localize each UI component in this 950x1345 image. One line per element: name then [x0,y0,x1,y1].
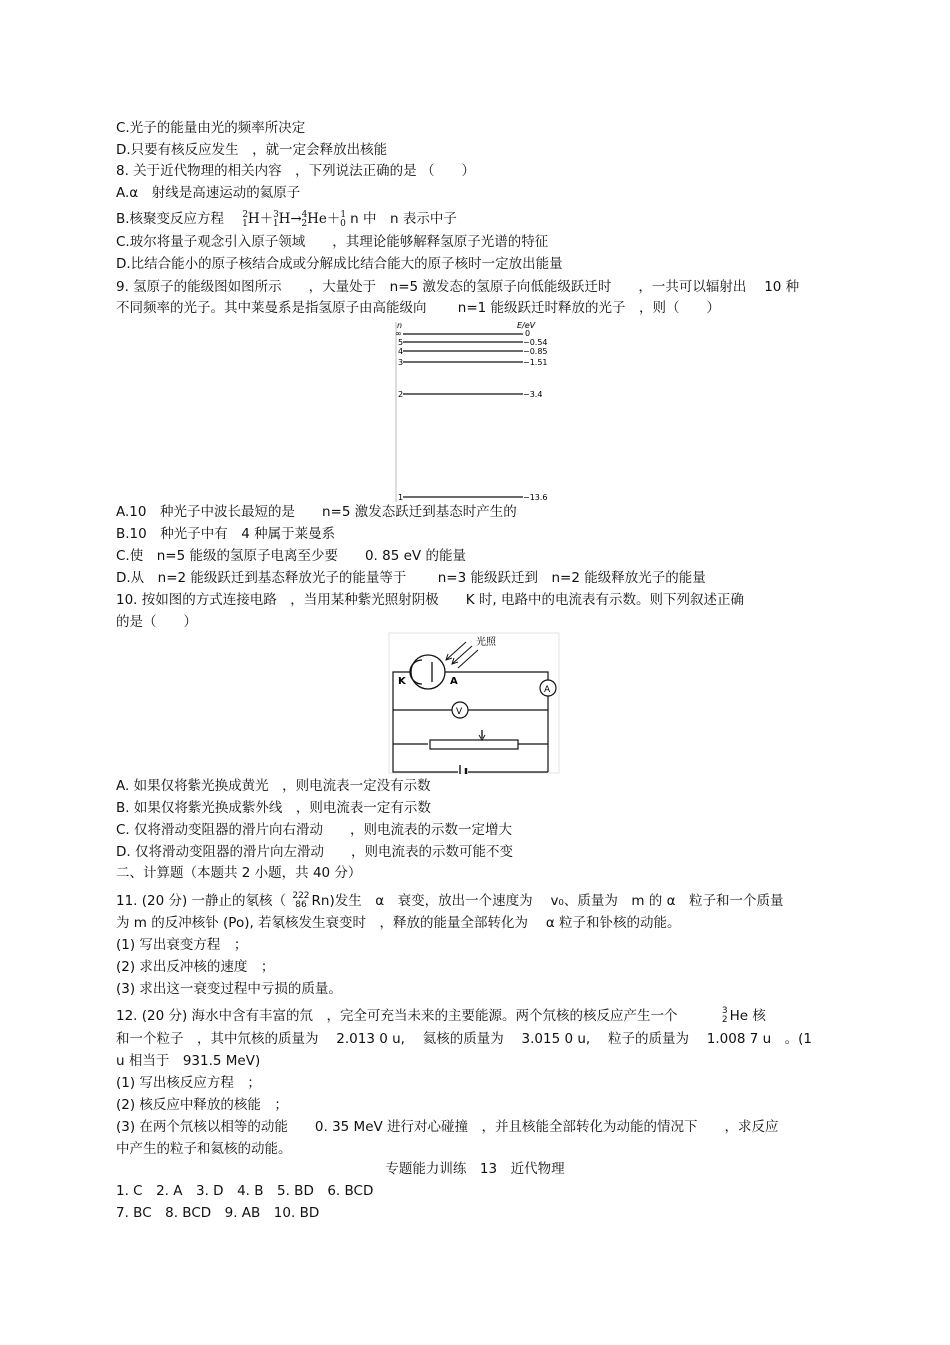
question-12-cont: 和一个粒子 ，其中氘核的质量为 2.013 0 u, 氦核的质量为 3.015 0 u, 粒子的质量为 1.008 7 u 。(1 [116,1031,813,1047]
question-11 [116,892,783,910]
question-11-cont: 为 m 的反冲核钋 (Po), 若氡核发生衰变时 ，释放的能量全部转化为 α 粒子和钋核的动能。 [116,915,681,931]
light-label: 光照 [476,637,496,648]
level-e: −0.54 [523,338,548,347]
q12-part-2: (2) 核反应中释放的核能 ； [116,1097,288,1113]
voltmeter-label: V [456,707,463,717]
option-8a: A.α 射线是高速运动的氦原子 [116,185,301,201]
light-arrows [446,642,478,668]
level-4 [398,347,548,356]
q11-part-2: (2) 求出反冲核的速度 ； [116,959,275,975]
question-12-head: 12. (20 分) 海水中含有丰富的氘 ，完全可充当未来的主要能源。两个氘核的核反应产生一个 [116,1008,678,1024]
n-axis-label: n [397,321,403,330]
question-9: 9. 氢原子的能级图如图所示 ，大量处于 n=5 激发态的氢原子向低能级跃迁时 ，一共可以辐射出 10 种 [116,279,800,295]
ammeter-label: A [544,685,551,695]
level-n: ∞ [395,329,402,338]
level-e: −13.6 [523,493,548,502]
option-10a: A. 如果仅将紫光换成黄光 ，则电流表一定没有示数 [116,778,431,794]
question-11-head: 11. (20 分) 一静止的氡核（ [116,893,287,909]
e-axis-label: E/eV [517,321,536,330]
level-3 [398,358,548,367]
question-12-cont2: u 相当于 931.5 MeV) [116,1053,261,1069]
level-e: 0 [525,329,531,338]
cathode-label: K [398,676,406,687]
level-n: 5 [398,338,404,347]
option-9b: B.10 种光子中有 4 种属于莱曼系 [116,526,336,542]
level-n: 3 [398,358,404,367]
level-e: −0.85 [523,347,548,356]
option-8c: C.玻尔将量子观念引入原子领域 ，其理论能够解释氢原子光谱的特征 [116,234,549,250]
question-10: 10. 按如图的方式连接电路 ，当用某种紫光照射阴极 K 时, 电路中的电流表有示数。则下列叙述正确 [116,592,744,608]
question-8: 8. 关于近代物理的相关内容 ，下列说法正确的是 （ ） [116,163,475,179]
question-9-cont: 不同频率的光子。其中莱曼系是指氢原子由高能级向 n=1 能级跃迁时释放的光子 ，则（ ） [116,300,721,316]
energy-level-diagram [393,318,558,506]
section-heading: 二、计算题（本题共 2 小题，共 40 分） [116,865,362,881]
q11-part-1: (1) 写出衰变方程 ； [116,937,248,953]
q12-part-3: (3) 在两个氘核以相等的动能 0. 35 MeV 进行对心碰撞 ，并且核能全部转化为动能的情况下 ，求反应 [116,1119,779,1135]
question-12-tail: He 核 [729,1008,766,1024]
level-n: 2 [398,390,404,399]
photocell [411,655,445,689]
rheostat [430,740,518,749]
option-9a: A.10 种光子中波长最短的是 n=5 激发态跃迁到基态时产生的 [116,504,517,520]
option-10d: D. 仅将滑动变阻器的滑片向左滑动 ，则电流表的示数可能不变 [116,844,513,860]
text-line: C.光子的能量由光的频率所决定 [116,120,306,136]
q11-part-3: (3) 求出这一衰变过程中亏损的质量。 [116,981,342,997]
level-e: −3.4 [523,390,543,399]
level-n: 1 [398,493,404,502]
level-2 [398,390,542,399]
answer-title: 专题能力训练 13 近代物理 [385,1161,565,1177]
answer-line: 7. BC 8. BCD 9. AB 10. BD [116,1205,320,1221]
question-12 [116,1007,766,1025]
fusion-equation: $^2_1$H＋$^3_1$H→$^4_2$He＋$^1_0$ [242,210,347,229]
option-8b [116,210,457,230]
photoelectric-circuit-diagram [388,632,560,774]
q12-part-3-cont: 中产生的粒子和氦核的动能。 [116,1141,292,1157]
level-inf [395,329,530,338]
question-10-cont: 的是（ ） [116,614,197,630]
option-8b-tail: n 中 n 表示中子 [350,211,457,227]
option-8b-label: B.核聚变反应方程 [116,211,225,227]
level-5 [398,338,548,347]
option-9c: C.使 n=5 能级的氢原子电离至少要 0. 85 eV 的能量 [116,548,466,564]
helium-nuclide: 3 2 [721,1006,728,1025]
level-n: 4 [398,347,404,356]
option-10c: C. 仅将滑动变阻器的滑片向右滑动 ，则电流表的示数一定增大 [116,822,513,838]
radon-nuclide: 222 86 [292,891,310,910]
option-8d: D.比结合能小的原子核结合成或分解成比结合能大的原子核时一定放出能量 [116,256,563,272]
answer-line: 1. C 2. A 3. D 4. B 5. BD 6. BCD [116,1183,374,1199]
text-line: D.只要有核反应发生 ，就一定会释放出核能 [116,142,388,158]
level-e: −1.51 [523,358,548,367]
anode-label: A [450,676,458,687]
level-1 [398,493,548,502]
question-11-tail: Rn)发生 α 衰变，放出一个速度为 v₀、质量为 m 的 α 粒子和一个质量 [311,893,784,909]
option-10b: B. 如果仅将紫光换成紫外线 ，则电流表一定有示数 [116,800,431,816]
q12-part-1: (1) 写出核反应方程 ； [116,1075,261,1091]
option-9d: D.从 n=2 能级跃迁到基态释放光子的能量等于 n=3 能级跃迁到 n=2 能级释放光子的能量 [116,570,706,586]
